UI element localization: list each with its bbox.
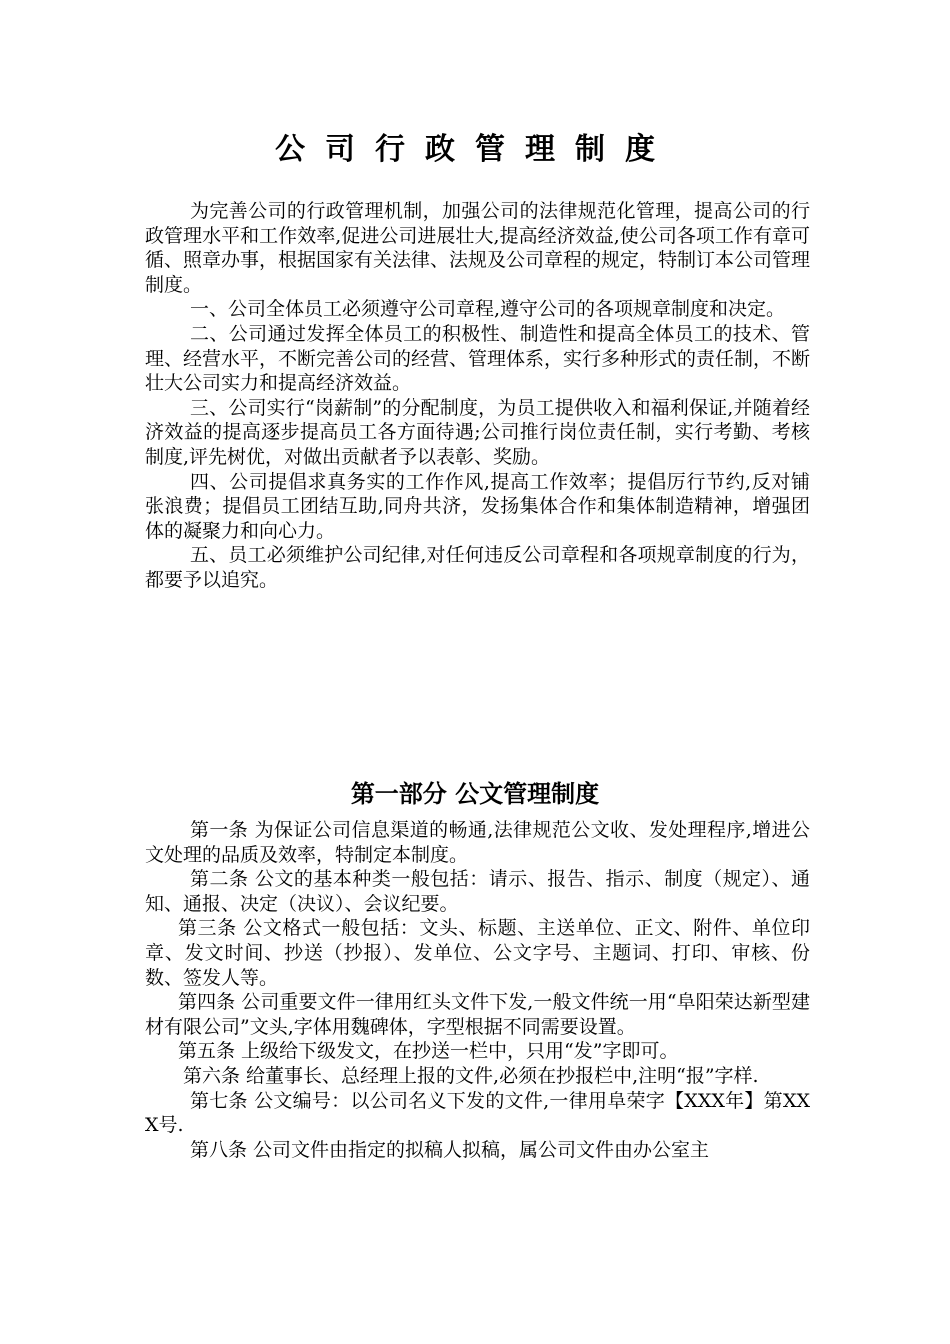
article-paragraph: 第七条 公文编号：以公司名义下发的文件,一律用阜荣字【XXX年】第XXX号. (145, 1089, 810, 1137)
article-paragraph: 第四条 公司重要文件一律用红头文件下发,一般文件统一用“阜阳荣达新型建材有限公司”文头,字体用魏碑体，字型根据不同需要设置。 (145, 991, 810, 1038)
intro-paragraph: 二、公司通过发挥全体员工的积极性、制造性和提高全体员工的技术、管理、经营水平，不断完善公司的经营、管理体系，实行多种形式的责任制，不断壮大公司实力和提高经济效益。 (145, 322, 811, 395)
intro-section (145, 199, 810, 593)
page-title: 公司行政管理制度 (275, 132, 675, 167)
article-paragraph: 第三条 公文格式一般包括：文头、标题、主送单位、正文、附件、单位印章、发文时间、抄送（抄报）、发单位、公文字号、主题词、打印、审核、份数、签发人等。 (145, 917, 810, 989)
intro-paragraph: 一、公司全体员工必须遵守公司章程,遵守公司的各项规章制度和决定。 (190, 298, 786, 321)
article-paragraph: 第五条 上级给下级发文，在抄送一栏中，只用“发”字即可。 (178, 1040, 679, 1063)
article-paragraph: 第八条 公司文件由指定的拟稿人拟稿，属公司文件由办公室主 (190, 1138, 710, 1161)
articles-section (145, 818, 810, 1162)
intro-paragraph: 三、公司实行“岗薪制”的分配制度，为员工提供收入和福利保证,并随着经济效益的提高逐步提高员工各方面待遇;公司推行岗位责任制，实行考勤、考核制度,评先树优，对做出贡献者予以表彰、奖励。 (145, 396, 810, 468)
article-paragraph: 第一条 为保证公司信息渠道的畅通,法律规范公文收、发处理程序,增进公文处理的品质及效率，特制定本制度。 (145, 819, 810, 866)
article-paragraph: 第六条 给董事长、总经理上报的文件,必须在抄报栏中,注明“报”字样. (183, 1064, 759, 1087)
intro-paragraph: 为完善公司的行政管理机制，加强公司的法律规范化管理，提高公司的行政管理水平和工作效率,促进公司进展壮大,提高经济效益,使公司各项工作有章可循、照章办事，根据国家有关法律、法规及公司章程的规定，特制订本公司管理制度。 (145, 200, 811, 296)
intro-paragraph: 五、员工必须维护公司纪律,对任何违反公司章程和各项规章制度的行为，都要予以追究。 (145, 544, 810, 591)
intro-paragraph: 四、公司提倡求真务实的工作作风,提高工作效率；提倡厉行节约,反对铺张浪费；提倡员工团结互助,同舟共济，发扬集体合作和集体制造精神，增强团体的凝聚力和向心力。 (145, 470, 810, 542)
article-paragraph: 第二条 公文的基本种类一般包括：请示、报告、指示、制度（规定）、通知、通报、决定（决议）、会议纪要。 (145, 868, 810, 915)
section-title: 第一部分 公文管理制度 (350, 780, 600, 808)
